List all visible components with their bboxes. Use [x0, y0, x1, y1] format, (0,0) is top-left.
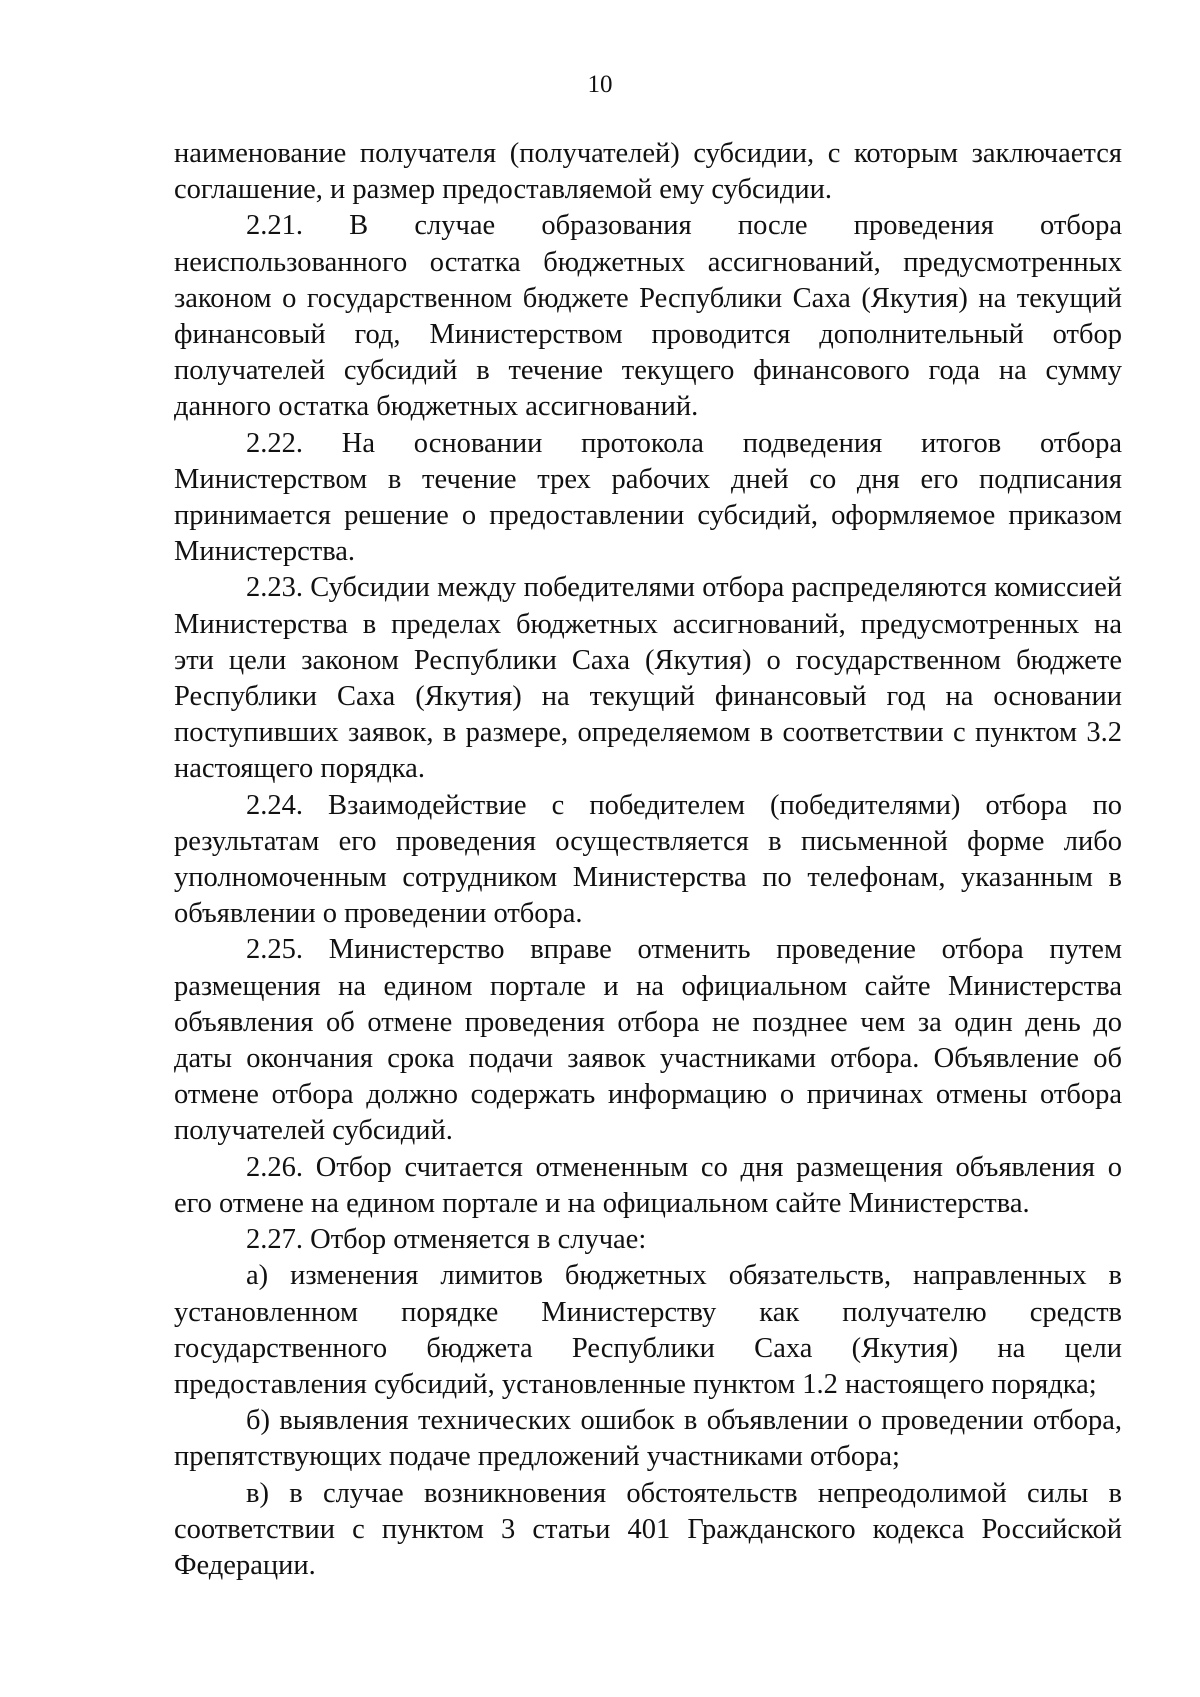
page-number: 10: [587, 71, 613, 98]
paragraph-2-21: 2.21. В случае образования после проведения отбора неиспользованного остатка бюджетных ассигнований, предусмотренных законом о государственном бюджете Республики Саха (Якутия) на текущий финансовый год, Министерством проводится дополнительный отбор получателей субсидий в течение текущего финансового года на сумму данного остатка бюджетных ассигнований.: [174, 210, 1122, 423]
paragraph-continuation: наименование получателя (получателей) субсидии, с которым заключается соглашение, и размер предоставляемой ему субсидии.: [174, 138, 1122, 206]
paragraph-2-24: 2.24. Взаимодействие с победителем (победителями) отбора по результатам его проведения осуществляется в письменной форме либо уполномоченным сотрудником Министерства по телефонам, указанным в объявлении о проведении отбора.: [174, 789, 1122, 930]
paragraph-2-27: 2.27. Отбор отменяется в случае:: [246, 1224, 647, 1256]
paragraph-2-22: 2.22. На основании протокола подведения итогов отбора Министерством в течение трех рабочих дней со дня его подписания принимается решение о предоставлении субсидий, оформляемое приказом Министерства.: [174, 427, 1122, 568]
paragraph-2-26: 2.26. Отбор считается отмененным со дня размещения объявления о его отмене на едином портале и на официальном сайте Министерства.: [174, 1151, 1122, 1219]
list-item-a: а) изменения лимитов бюджетных обязательств, направленных в установленном порядке Министерству как получателю средств государственного бюджета Республики Саха (Якутия) на цели предоставления субсидий, установленные пунктом 1.2 настоящего порядка;: [174, 1260, 1122, 1400]
document-body: [174, 136, 1122, 1584]
paragraph-2-25: 2.25. Министерство вправе отменить проведение отбора путем размещения на едином портале и на официальном сайте Министерства объявления об отмене проведения отбора не позднее чем за один день до даты окончания срока подачи заявок участниками отбора. Объявление об отмене отбора должно содержать информацию о причинах отмены отбора получателей субсидий.: [174, 934, 1122, 1147]
paragraph-2-23: 2.23. Субсидии между победителями отбора распределяются комиссией Министерства в пределах бюджетных ассигнований, предусмотренных на эти цели законом Республики Саха (Якутия) о государственном бюджете Республики Саха (Якутия) на текущий финансовый год на основании поступивших заявок, в размере, определяемом в соответствии с пунктом 3.2 настоящего порядка.: [174, 572, 1122, 785]
list-item-b: б) выявления технических ошибок в объявлении о проведении отбора, препятствующих подаче предложений участниками отбора;: [174, 1405, 1122, 1473]
list-item-v: в) в случае возникновения обстоятельств непреодолимой силы в соответствии с пунктом 3 статьи 401 Гражданского кодекса Российской Федерации.: [174, 1477, 1122, 1581]
